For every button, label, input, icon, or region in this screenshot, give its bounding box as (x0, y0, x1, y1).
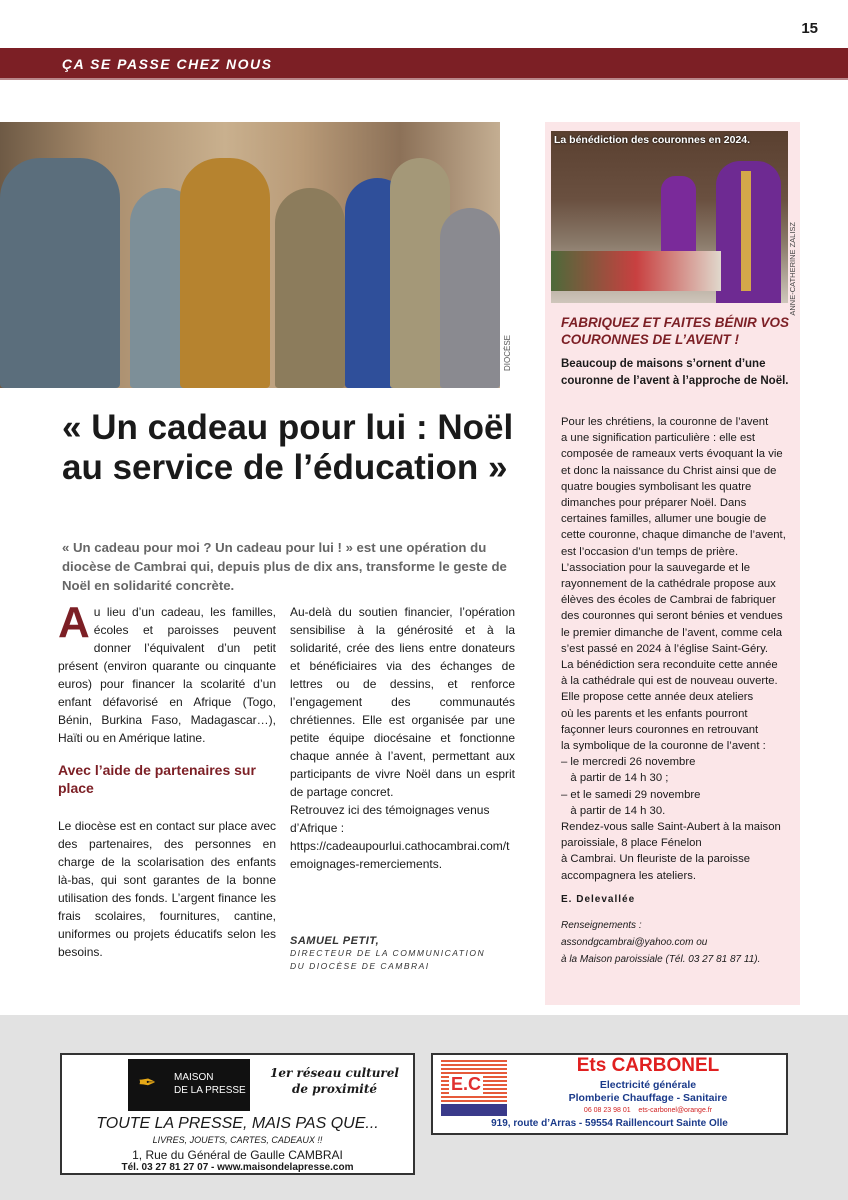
sidebar-info: Renseignements : assondgcambrai@yahoo.com ou à la Maison paroissiale (Tél. 03 27 81 87 11). (561, 920, 761, 965)
testimonials-link[interactable]: Retrouvez ici des témoignages venus d’Afrique : https://cadeaupourlui.cathocambrai.com/temoignages-remerciements. (290, 803, 510, 871)
article-column-1 (58, 598, 276, 961)
lead-paragraph: « Un cadeau pour moi ? Un cadeau pour lui ! » est une opération du diocèse de Cambrai qui, depuis plus de dix ans, transforme le geste de Noël en solidarité concrète. (62, 540, 507, 593)
signature (290, 935, 515, 973)
ad-address: 919, route d’Arras - 59554 Raillencourt Sainte Olle (491, 1118, 728, 1129)
ad-contact: Tél. 03 27 81 27 07 - www.maisondelapresse.com (121, 1162, 354, 1173)
paragraph: Le diocèse est en contact sur place avec des partenaires, des personnes en charge de la scolarisation des enfants là-bas, qui sont garantes de la bonne utilisation des fonds. L’argent finance les frais scolaires, fournitures, cantine, uniformes ou projets éducatifs selon les besoins. (58, 819, 276, 959)
author-role: DU DIOCÈSE DE CAMBRAI (290, 961, 430, 971)
ad-address: 1, Rue du Général de Gaulle CAMBRAI (132, 1148, 343, 1162)
photo-credit: DIOCÈSE (503, 335, 512, 372)
subheading: Avec l’aide de partenaires sur place (58, 762, 256, 796)
carbonel-logo (441, 1060, 507, 1116)
ad-service: Electricité générale (599, 1079, 697, 1091)
ad-maison-de-la-presse[interactable] (60, 1053, 415, 1175)
ad-email: ets-carbonel@orange.fr (638, 1107, 713, 1114)
logo-text: DE LA PRESSE (174, 1085, 246, 1096)
children-photo (0, 122, 500, 388)
sidebar-author: E. Delevallée (561, 894, 636, 905)
quill-icon: ✒ (138, 1071, 157, 1096)
paragraph: Au-delà du soutien financier, l’opération sensibilise à la générosité et à la solidarité, crée des liens entre donateurs et bénéficiaires via des échanges de lettres ou de dessins, et renforce l’engagement des communautés chrétiennes. Elle est organisée par une petite équipe diocésaine et fonctionne chaque année à l’avent, permettant aux participants de vivre Noël dans un esprit de partage concret. (290, 605, 515, 799)
ad-ets-carbonel[interactable] (431, 1053, 788, 1135)
author-role: DIRECTEUR DE LA COMMUNICATION (290, 948, 486, 958)
logo-text: E.C (451, 1074, 482, 1094)
page-number: 15 (801, 20, 818, 37)
maison-presse-logo (128, 1059, 250, 1111)
ad-phone: 06 08 23 98 01 (583, 1107, 631, 1114)
blessing-photo (551, 131, 788, 303)
tagline: 1er réseau culturel (270, 1066, 399, 1080)
ad-company-name: Ets CARBONEL (576, 1055, 720, 1076)
tagline: de proximité (291, 1082, 378, 1096)
sidebar-lead: Beaucoup de maisons s’ornent d’une couronne de l’avent à l’approche de Noël. (561, 358, 789, 387)
sidebar-body: Pour les chrétiens, la couronne de l’avent a une signification particulière : elle est composée de rameaux verts évoquant la vie et donc la naissance du Christ ainsi que de quatre bougies symbolisant les quatre dimanches pour préparer Noël. Dans certaines familles, allumer une bougie de cette couronne, chaque dimanche de l’avent, est l’occasion d’un temps de prière. L’association pour la sauvegarde et le rayonnement de la cathédrale propose aux élèves des écoles de Cambrai de fabriquer des couronnes qui seront bénies et vendues le premier dimanche de l’avent, comme cela s’est passé en 2024 à l’église Saint-Géry. La bénédiction sera reconduite cette année à la cathédrale qui est de nouveau ouverte. Elle propose cette année deux ateliers où les parents et les enfants pourront façonner leurs couronnes en retrouvant la symbolique de la couronne de l’avent : – le mercredi 26 novembre à partir de 14 h 30 ; – et le samedi 29 novembre à partir de 14 h 30. Rendez-vous salle Saint-Aubert à la maison paroissiale, 8 place Fénelon à Cambrai. Un fleuriste de la paroisse accompagnera les ateliers. (561, 416, 786, 882)
paragraph: u lieu d’un cadeau, les familles, écoles et paroisses peuvent donner l’équivalent d’un petit présent (environ quarante ou cinquante euros) pour financer la scolarité d’un enfant défavorisé en Afrique (Togo, Bénin, Burkina Faso, Madagascar…), Haïti ou en Amérique latine. (58, 605, 276, 745)
sidebar-box (545, 122, 800, 1005)
section-title: ÇA SE PASSE CHEZ NOUS (62, 56, 273, 72)
article-column-2 (290, 603, 515, 873)
author-name: SAMUEL PETIT, (290, 935, 380, 947)
photo-caption: La bénédiction des couronnes en 2024. (554, 134, 751, 146)
drop-cap: A (58, 598, 90, 647)
ad-service: Plomberie Chauffage - Sanitaire (568, 1092, 728, 1104)
photo-credit: ANNE-CATHERINE ZALISZ (788, 222, 797, 316)
ad-items: LIVRES, JOUETS, CARTES, CADEAUX !! (152, 1135, 323, 1145)
section-banner (0, 48, 848, 80)
ad-slogan: TOUTE LA PRESSE, MAIS PAS QUE... (96, 1115, 379, 1132)
sidebar-title: FABRIQUEZ ET FAITES BÉNIR VOS COURONNES DE L’AVENT ! (561, 315, 790, 347)
headline: « Un cadeau pour lui : Noël au service de l’éducation » (62, 408, 514, 487)
logo-text: MAISON (174, 1072, 214, 1083)
